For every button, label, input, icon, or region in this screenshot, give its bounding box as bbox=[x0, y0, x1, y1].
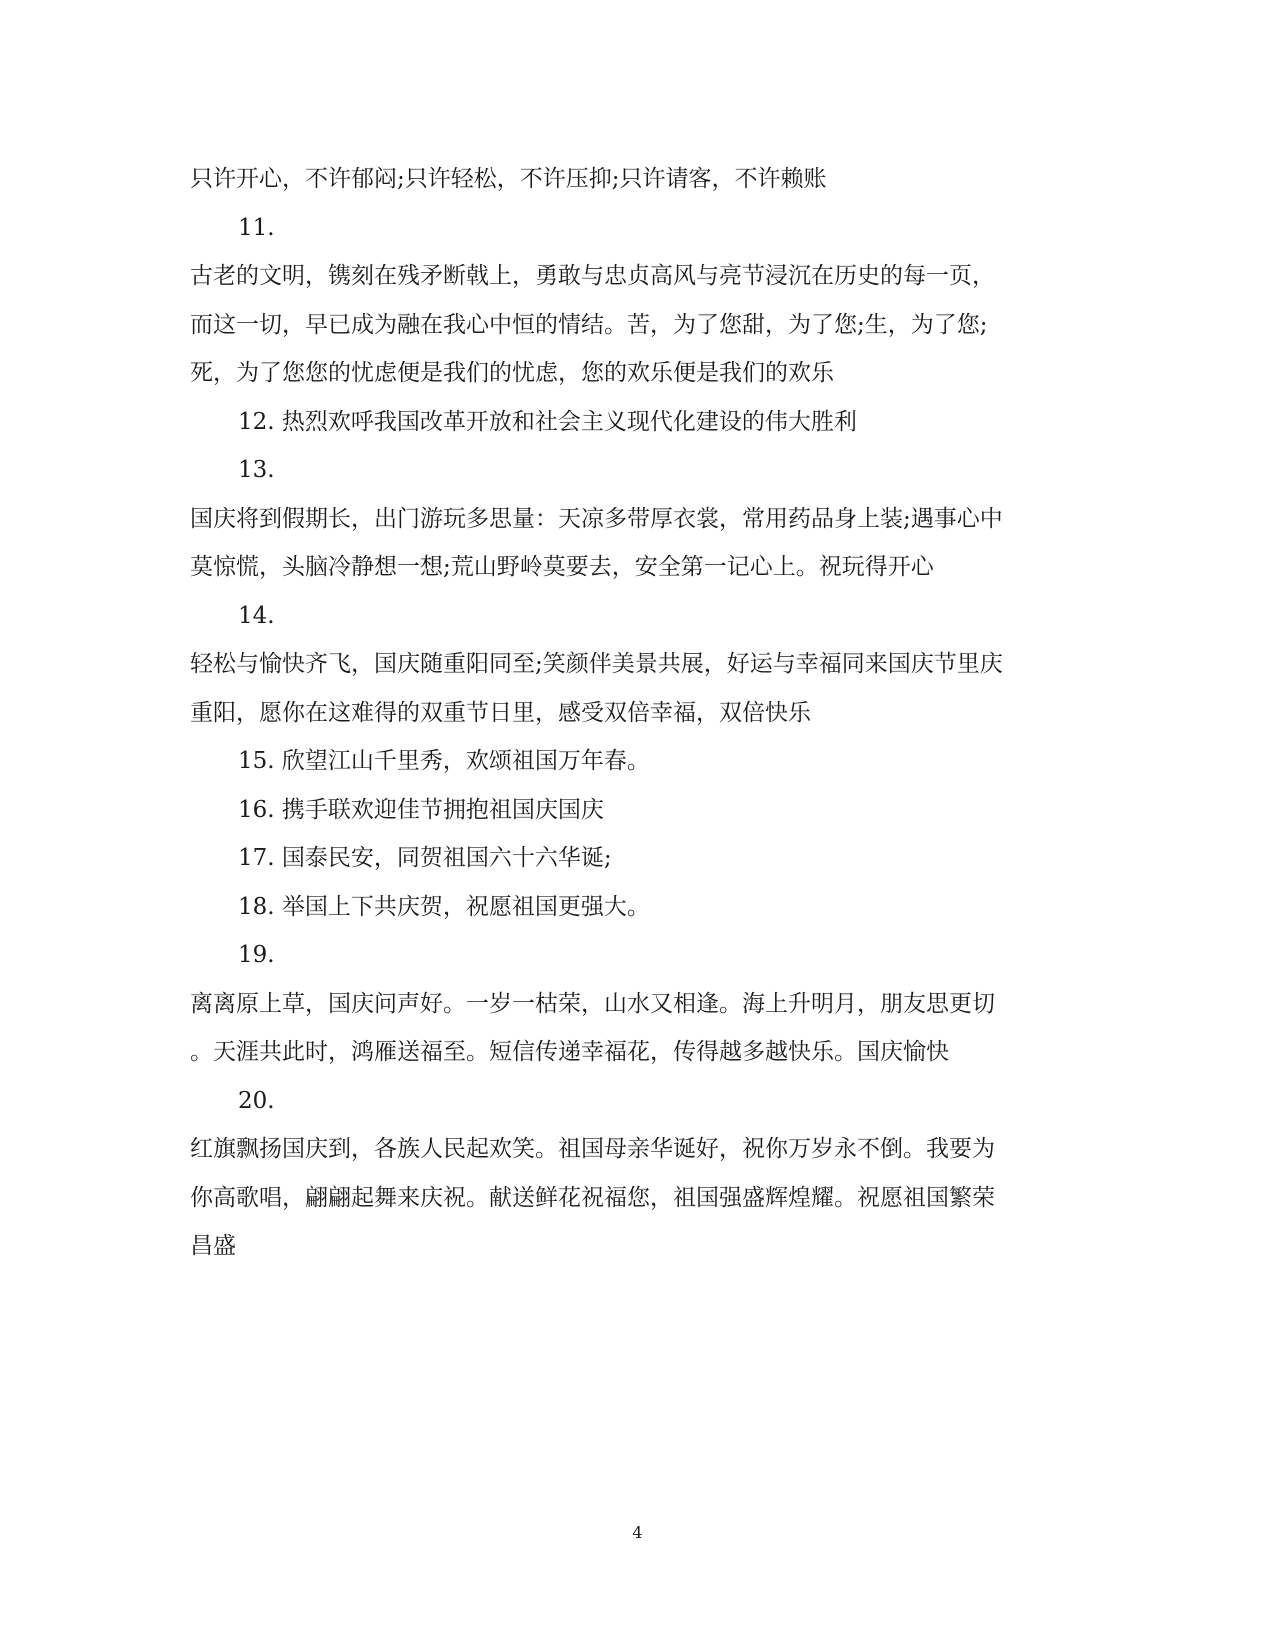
text-line: 国庆将到假期长，出门游玩多思量：天凉多带厚衣裳，常用药品身上装;遇事心中 bbox=[190, 505, 1003, 532]
text-line: 17. 国泰民安，同贺祖国六十六华诞; bbox=[238, 845, 612, 871]
text-line: 19. bbox=[238, 942, 275, 968]
text-line: 14. bbox=[238, 602, 275, 629]
text-line: 轻松与愉快齐飞，国庆随重阳同至;笑颜伴美景共展，好运与幸福同来国庆节里庆 bbox=[190, 651, 1003, 677]
text-line: 离离原上草，国庆问声好。一岁一枯荣，山水又相逢。海上升明月，朋友思更切 bbox=[190, 990, 995, 1017]
text-line: 20. bbox=[238, 1087, 275, 1114]
text-line: 16. 携手联欢迎佳节拥抱祖国庆国庆 bbox=[238, 796, 604, 823]
text-line: 11. bbox=[238, 214, 275, 241]
text-line: 死，为了您您的忧虑便是我们的忧虑，您的欢乐便是我们的欢乐 bbox=[190, 360, 834, 386]
text-line: 红旗飘扬国庆到，各族人民起欢笑。祖国母亲华诞好，祝你万岁永不倒。我要为 bbox=[190, 1136, 995, 1162]
text-line: 重阳，愿你在这难得的双重节日里，感受双倍幸福，双倍快乐 bbox=[190, 699, 811, 726]
document-body bbox=[190, 155, 1090, 1271]
page-number: 4 bbox=[632, 1523, 643, 1542]
text-line: 13. bbox=[238, 457, 275, 483]
text-line: 18. 举国上下共庆贺，祝愿祖国更强大。 bbox=[238, 893, 650, 920]
text-line: 只许开心，不许郁闷;只许轻松，不许压抑;只许请客，不许赖账 bbox=[190, 166, 827, 192]
text-line: 你高歌唱，翩翩起舞来庆祝。献送鲜花祝福您，祖国强盛辉煌耀。祝愿祖国繁荣 bbox=[190, 1184, 995, 1211]
text-line: 12. 热烈欢呼我国改革开放和社会主义现代化建设的伟大胜利 bbox=[238, 408, 857, 435]
text-line: 而这一切，早已成为融在我心中恒的情结。苦，为了您甜，为了您;生，为了您; bbox=[190, 311, 988, 338]
text-line: 。天涯共此时，鸿雁送福至。短信传递幸福花，传得越多越快乐。国庆愉快 bbox=[190, 1039, 949, 1065]
text-line: 古老的文明，镌刻在残矛断戟上，勇敢与忠贞高风与亮节浸沉在历史的每一页， bbox=[190, 263, 995, 289]
text-line: 15. 欣望江山千里秀，欢颂祖国万年春。 bbox=[238, 748, 650, 774]
text-line: 昌盛 bbox=[190, 1233, 236, 1259]
text-line: 莫惊慌，头脑冷静想一想;荒山野岭莫要去，安全第一记心上。祝玩得开心 bbox=[190, 554, 934, 580]
